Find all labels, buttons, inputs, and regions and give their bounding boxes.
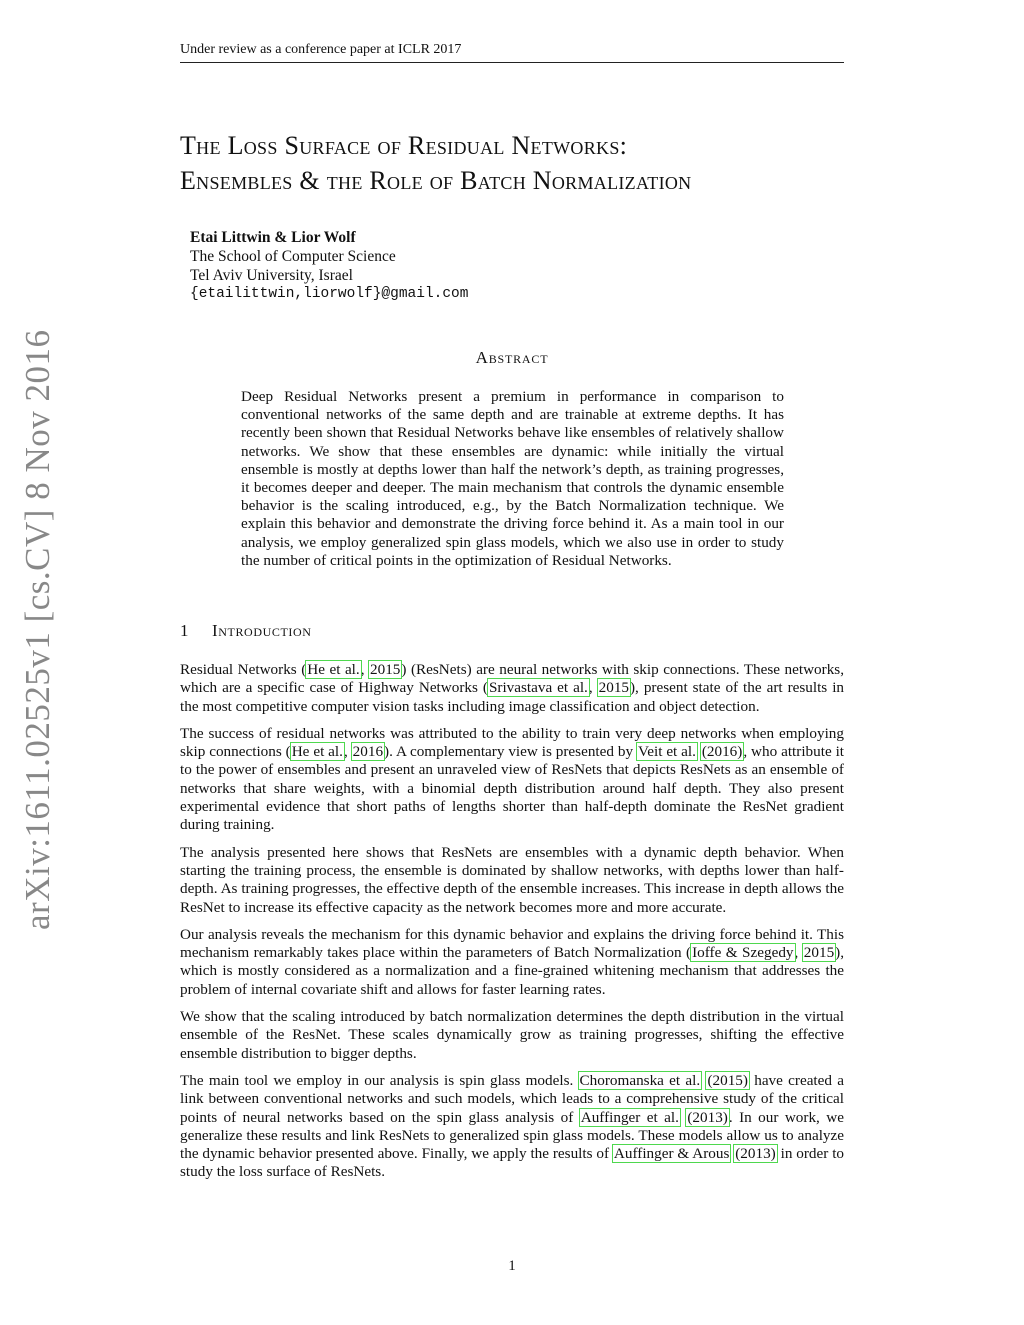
citation-link[interactable]: (2013) — [735, 1145, 776, 1163]
text-run: in order to study the loss surface of ResNets. — [180, 1145, 845, 1181]
introduction-body — [180, 661, 844, 1191]
section-title: Introduction — [212, 621, 312, 640]
citation-link[interactable]: (2015) — [707, 1071, 748, 1089]
text-run: ), present state of the art results in the most competitive computer vision tasks including image classification and object detection. — [180, 679, 845, 715]
text-run: , — [360, 661, 370, 678]
citation-link[interactable]: Choromanska et al. — [579, 1071, 701, 1089]
text-run: . In our work, we generalize these results and link ResNets to generalized spin glass models. These models allow us to analyze the dynamic behavior presented above. Finally, we apply the results of — [180, 1108, 844, 1163]
paragraph-1 — [180, 661, 844, 716]
citation-link[interactable]: Srivastava et al. — [488, 679, 588, 697]
text-run: Residual Networks ( — [180, 661, 307, 678]
citation-link[interactable]: 2015 — [370, 661, 401, 678]
author-block — [190, 228, 468, 304]
citation-link[interactable]: He et al. — [291, 743, 343, 761]
text-run: ). A complementary view is presented by — [384, 743, 637, 761]
arxiv-identifier: arXiv:1611.02525v1 [cs.CV] 8 Nov 2016 — [18, 329, 57, 930]
citation-link[interactable]: Auffinger & Arous — [613, 1145, 730, 1163]
text-run: , — [343, 743, 352, 761]
abstract-heading: Abstract — [475, 348, 549, 367]
section-number: 1 — [180, 621, 190, 640]
citation-link[interactable]: 2016 — [352, 743, 384, 761]
citation-link[interactable]: Veit et al. — [637, 743, 696, 761]
citation-link[interactable]: He et al. — [307, 661, 360, 678]
paragraph-2 — [180, 725, 844, 835]
author-names: Etai Littwin & Lior Wolf — [190, 229, 356, 246]
text-run: Our analysis reveals the mechanism for this dynamic behavior and explains the driving force behind it. This mechanism remarkably takes place within the parameters of Batch Normalization ( — [180, 925, 844, 962]
citation-link[interactable]: 2015 — [803, 944, 835, 962]
text-run: , who attribute it to the power of ensembles and present an unraveled view of ResNets that depicts ResNets as an ensemble of networks that share weights, with a binomial depth distribution around half depth. They also present experimental evidence that short paths of lengths shorter than half-depth dominate the ResNet gradient during training. — [180, 743, 845, 834]
text-run: , — [588, 679, 598, 697]
title-line-1: The Loss Surface of Residual Networks: — [180, 131, 628, 160]
paragraph-5: We show that the scaling introduced by batch normalization determines the depth distribution in the virtual ensemble of the ResNet. These scales dynamically grow as training progresses, shifting the effective ensemble distribution to bigger depths. — [180, 1008, 844, 1062]
text-run: ) (ResNets) are neural networks with skip connections. These networks, which are a specific case of Highway Networks ( — [180, 661, 844, 697]
author-affiliation-school: The School of Computer Science — [190, 248, 396, 265]
text-run: , — [794, 944, 803, 962]
text-run: have created a link between conventional networks and such models, which leads to a comprehensive study of the critical points of neural networks based on the spin glass analysis of — [180, 1071, 844, 1126]
paragraph-4 — [180, 926, 844, 999]
citation-link[interactable]: (2016) — [701, 743, 743, 761]
abstract-text: Deep Residual Networks present a premium in performance in comparison to conventional networks of the same depth and are trainable at extreme depths. It has recently been shown that Residual Networks behave like ensembles of relatively shallow networks. We show that these ensembles are dynamic: while initially the virtual ensemble is mostly at depths lower than half the network’s depth, as training progresses, it becomes deeper and deeper. The main mechanism that controls the dynamic ensemble behavior is the scaling introduced, e.g., by the Batch Normalization technique. We explain this behavior and demonstrate the driving force behind it. As a main tool in our analysis, we employ generalized spin glass models, which we also use in order to study the number of critical points in the optimization of Residual Networks. — [241, 388, 784, 569]
section-heading-introduction — [180, 621, 312, 641]
page-number: 1 — [508, 1258, 516, 1274]
title-line-2: Ensembles & the Role of Batch Normalization — [180, 166, 692, 195]
author-affiliation-university: Tel Aviv University, Israel — [190, 267, 353, 284]
paper-title — [180, 128, 880, 198]
author-email: {etailittwin,liorwolf}@gmail.com — [190, 286, 469, 302]
citation-link[interactable]: 2015 — [598, 679, 629, 697]
citation-link[interactable]: Ioffe & Szegedy — [692, 944, 794, 962]
running-header: Under review as a conference paper at ICLR 2017 — [180, 42, 844, 63]
text-run: ), which is mostly considered as a normalization and a fine-grained whitening mechanism that addresses the problem of internal covariate shift and allows for faster learning rates. — [180, 944, 845, 998]
text-run: The success of residual networks was attributed to the ability to train very deep networks when employing skip connections ( — [180, 724, 844, 761]
paragraph-6 — [180, 1072, 844, 1182]
text-run: The main tool we employ in our analysis is spin glass models. — [180, 1071, 579, 1089]
citation-link[interactable]: (2013) — [687, 1108, 728, 1126]
paragraph-3: The analysis presented here shows that ResNets are ensembles with a dynamic depth behavior. When starting the training process, the ensemble is dominated by shallow networks, with depths lower than half-depth. As training progresses, the effective depth of the ensemble increases. This increase in depth allows the ResNet to increase its effective capacity as the network becomes more and more accurate. — [180, 843, 844, 916]
citation-link[interactable]: Auffinger et al. — [580, 1108, 679, 1126]
